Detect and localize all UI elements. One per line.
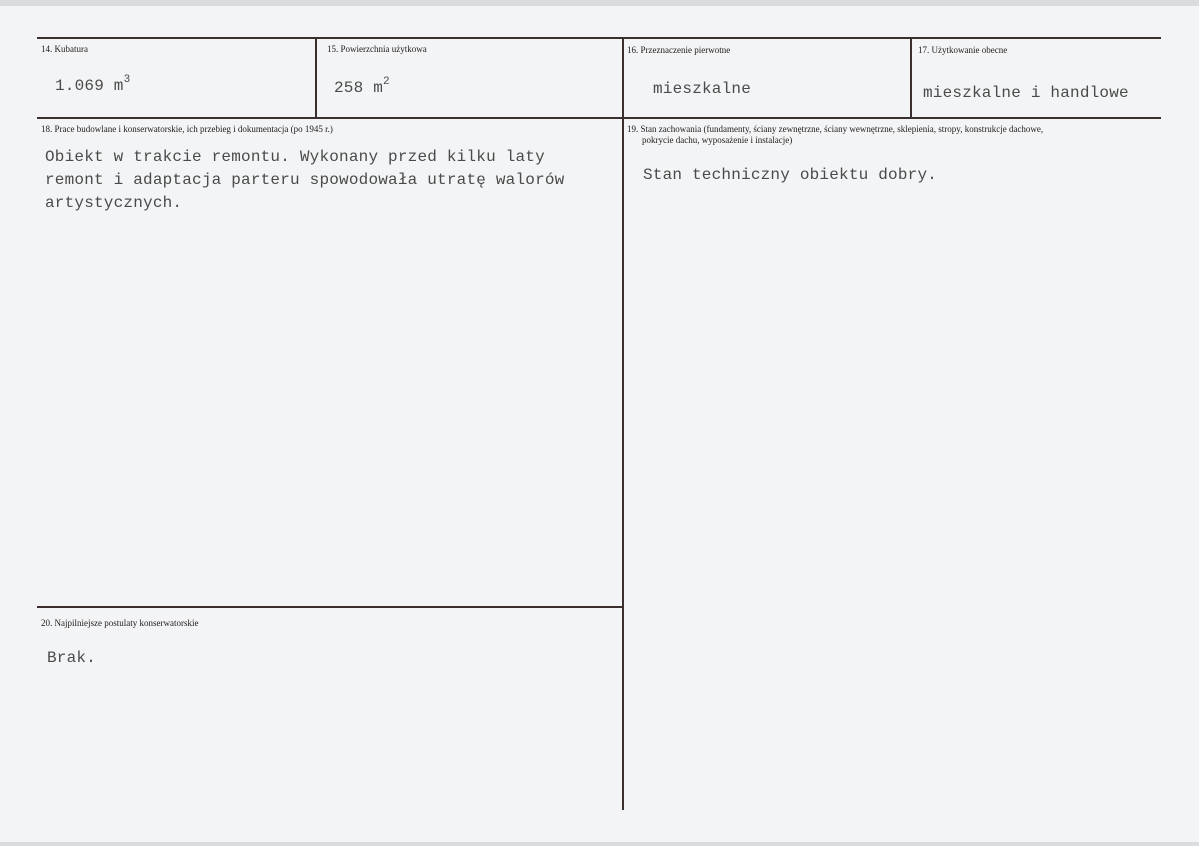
top-border-line (37, 37, 1161, 39)
przeznaczenie-label: 16. Przeznaczenie pierwotne (627, 45, 731, 55)
card-edge-bottom (0, 842, 1199, 846)
prace-line-2: remont i adaptacja parteru spowodowała utratę walorów (45, 171, 565, 189)
powierzchnia-label: 15. Powierzchnia użytkowa (327, 44, 427, 54)
uzytkowanie-value: mieszkalne i handlowe (923, 84, 1129, 102)
kubatura-exponent: 3 (123, 74, 131, 86)
prace-line-3: artystycznych. (45, 194, 183, 212)
col3-divider (910, 37, 912, 119)
card-edge-top (0, 0, 1199, 6)
row1-bottom-line (37, 117, 1161, 119)
stan-value: Stan techniczny obiektu dobry. (643, 166, 938, 184)
col1-divider (315, 37, 317, 119)
postulaty-label: 20. Najpilniejsze postulaty konserwatorskie (41, 618, 199, 628)
przeznaczenie-value: mieszkalne (653, 80, 752, 98)
uzytkowanie-label: 17. Użytkowanie obecne (918, 45, 1008, 55)
powierzchnia-exponent: 2 (383, 76, 390, 88)
powierzchnia-value: 258 $m^2$ (334, 76, 390, 97)
postulaty-value: Brak. (47, 649, 97, 667)
center-divider (622, 37, 624, 810)
prace-label: 18. Prace budowlane i konserwatorskie, ich przebieg i dokumentacja (po 1945 r.) (41, 124, 333, 134)
prace-line-1: Obiekt w trakcie remontu. Wykonany przed kilku laty (45, 148, 545, 166)
kubatura-label: 14. Kubatura (41, 44, 88, 54)
stan-label-line-1: 19. Stan zachowania (fundamenty, ściany zewnętrzne, ściany wewnętrzne, sklepienia, stropy, konstrukcje dachowe, (627, 124, 1044, 134)
section20-top-line (37, 606, 624, 608)
stan-label-line-2: pokrycie dachu, wyposażenie i instalacje) (642, 135, 793, 145)
kubatura-value: 1.069 $m^3$ (55, 74, 131, 95)
